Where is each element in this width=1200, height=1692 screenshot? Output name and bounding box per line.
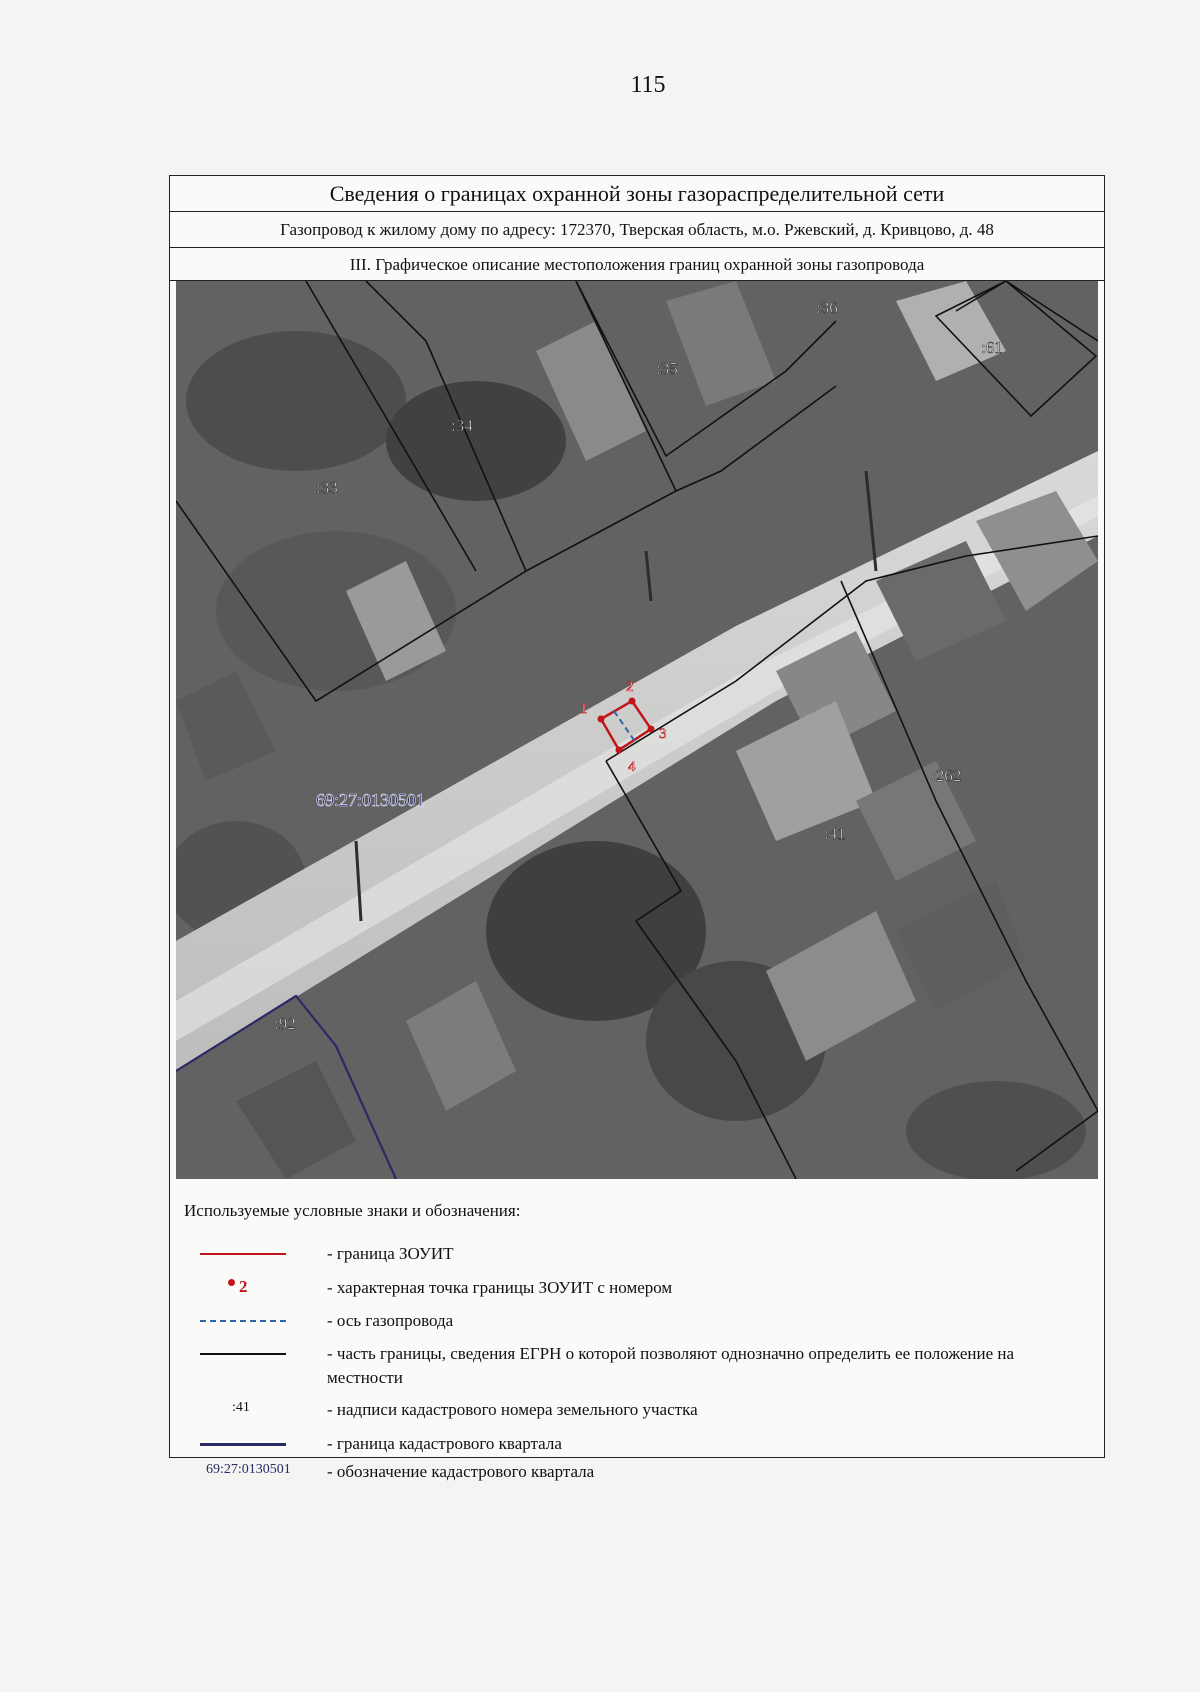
quarter-label: 69:27:0130501 <box>316 790 426 810</box>
legend-text: - надписи кадастрового номера земельного участка <box>327 1400 698 1419</box>
legend-item <box>170 1430 1104 1460</box>
legend-symbol-text: :41 <box>232 1400 250 1415</box>
quarter-label-icon <box>184 1458 296 1488</box>
red-line-icon <box>184 1240 296 1270</box>
legend-text: - граница ЗОУИТ <box>327 1244 454 1263</box>
parcel-label: :61 <box>981 338 1003 357</box>
parcel-label: :92 <box>274 1014 296 1033</box>
parcel-label: :35 <box>656 359 678 378</box>
parcel-label: :34 <box>451 416 473 435</box>
aerial-map <box>176 281 1098 1179</box>
legend-item <box>170 1340 1104 1387</box>
aerial-map-drawing <box>176 281 1098 1179</box>
legend-text: - граница кадастрового квартала <box>327 1434 562 1453</box>
parcel-label: :36 <box>816 298 838 317</box>
point-label: 4 <box>628 759 636 775</box>
legend-item <box>170 1458 1104 1488</box>
blue-dashed-line-icon <box>184 1307 296 1337</box>
document-frame <box>169 175 1105 1481</box>
legend-text: - ось газопровода <box>327 1311 454 1330</box>
legend-heading: Используемые условные знаки и обозначения: <box>184 1201 521 1220</box>
document-title: Сведения о границах охранной зоны газораспределительной сети <box>170 176 1104 212</box>
black-line-icon <box>184 1340 296 1370</box>
legend-item <box>170 1240 1104 1270</box>
legend-item <box>170 1274 1104 1304</box>
parcel-label: :262 <box>931 766 962 785</box>
navy-line-icon <box>184 1430 296 1460</box>
legend-text: - обозначение кадастрового квартала <box>327 1462 595 1481</box>
legend-symbol-text: 69:27:0130501 <box>206 1462 291 1477</box>
point-label: 2 <box>626 679 634 695</box>
legend-text: - характерная точка границы ЗОУИТ с номером <box>327 1278 673 1297</box>
section-heading: III. Графическое описание местоположения границ охранной зоны газопровода <box>170 248 1104 281</box>
red-point-icon <box>184 1274 296 1304</box>
point-label: 3 <box>659 726 667 742</box>
parcel-label: :41 <box>824 824 846 843</box>
legend-symbol-text: 2 <box>239 1277 248 1296</box>
point-label: 1 <box>580 701 588 717</box>
legend-item <box>170 1396 1104 1426</box>
legend-text: - часть границы, сведения ЕГРН о которой позволяют однозначно определить ее положение на местности <box>327 1344 1015 1387</box>
parcel-label: :33 <box>316 478 338 497</box>
legend-item <box>170 1307 1104 1337</box>
parcel-label-icon <box>184 1396 296 1426</box>
object-description: Газопровод к жилому дому по адресу: 172370, Тверская область, м.о. Ржевский, д. Кривцово, д. 48 <box>170 212 1104 248</box>
page-number: 115 <box>630 72 666 98</box>
